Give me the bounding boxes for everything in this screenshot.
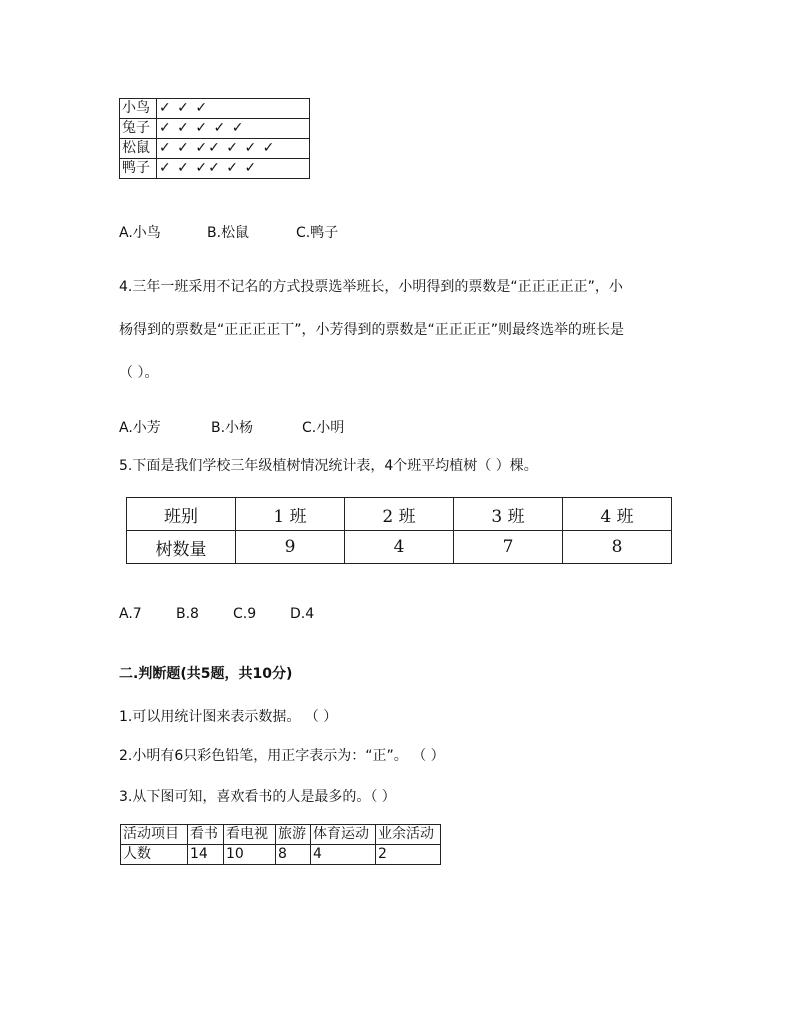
table-header-cell: 2 班 <box>345 498 454 531</box>
option-a: A.7 <box>119 606 142 622</box>
option-b: B.松鼠 <box>207 225 250 241</box>
table-header-cell: 旅游 <box>276 825 311 845</box>
table-row <box>120 119 310 139</box>
table-cell: 7 <box>454 531 563 564</box>
table-cell: 10 <box>224 845 276 865</box>
table-row <box>121 825 441 845</box>
tally-marks: ✓ ✓ ✓✓ ✓ ✓ ✓ <box>157 139 310 159</box>
option-d: D.4 <box>290 606 315 622</box>
table-cell: 8 <box>276 845 311 865</box>
judge-question-2: 2.小明有6只彩色铅笔，用正字表示为：“正”。 （ ） <box>119 748 445 764</box>
tally-table <box>119 98 310 179</box>
tally-name: 兔子 <box>120 119 157 139</box>
table-header-cell: 班别 <box>127 498 236 531</box>
option-c: C.9 <box>233 606 257 622</box>
table-cell: 2 <box>376 845 441 865</box>
table-cell: 4 <box>311 845 376 865</box>
question-4-line-1: 4.三年一班采用不记名的方式投票选举班长，小明得到的票数是“正正正正正”，小 <box>119 279 623 295</box>
table-row <box>120 159 310 179</box>
table-cell: 人数 <box>121 845 188 865</box>
option-c: C.鸭子 <box>296 225 339 241</box>
tally-marks: ✓ ✓ ✓✓ ✓ ✓ <box>157 159 310 179</box>
tally-name: 鸭子 <box>120 159 157 179</box>
table-cell: 8 <box>563 531 672 564</box>
table-header-cell: 业余活动 <box>376 825 441 845</box>
table-row <box>127 498 672 531</box>
option-a: A.小芳 <box>119 420 161 436</box>
judge-question-1: 1.可以用统计图来表示数据。 （ ） <box>119 709 338 725</box>
tally-name: 小鸟 <box>120 99 157 119</box>
tree-planting-table <box>126 497 672 564</box>
judge-question-3: 3.从下图可知，喜欢看书的人是最多的。（ ） <box>119 789 396 805</box>
table-cell: 树数量 <box>127 531 236 564</box>
question-4-line-3: （ ）。 <box>119 365 159 381</box>
option-b: B.小杨 <box>211 420 254 436</box>
table-header-cell: 活动项目 <box>121 825 188 845</box>
table-cell: 4 <box>345 531 454 564</box>
section-title: 二.判断题(共5题，共10分) <box>119 666 293 682</box>
option-b: B.8 <box>176 606 199 622</box>
table-row <box>120 99 310 119</box>
tally-marks: ✓ ✓ ✓ <box>157 99 310 119</box>
table-cell: 14 <box>188 845 224 865</box>
table-row <box>121 845 441 865</box>
table-header-cell: 4 班 <box>563 498 672 531</box>
table-cell: 9 <box>236 531 345 564</box>
table-row <box>120 139 310 159</box>
question-4-line-2: 杨得到的票数是“正正正正丅”，小芳得到的票数是“正正正正”则最终选举的班长是 <box>119 322 625 338</box>
table-row <box>127 531 672 564</box>
tally-name: 松鼠 <box>120 139 157 159</box>
question-5: 5.下面是我们学校三年级植树情况统计表，4个班平均植树（ ）棵。 <box>119 458 538 474</box>
option-c: C.小明 <box>302 420 345 436</box>
table-header-cell: 看书 <box>188 825 224 845</box>
table-header-cell: 体育运动 <box>311 825 376 845</box>
table-header-cell: 看电视 <box>224 825 276 845</box>
tally-marks: ✓ ✓ ✓ ✓ ✓ <box>157 119 310 139</box>
activity-table <box>120 824 441 865</box>
table-header-cell: 1 班 <box>236 498 345 531</box>
table-header-cell: 3 班 <box>454 498 563 531</box>
option-a: A.小鸟 <box>119 225 161 241</box>
